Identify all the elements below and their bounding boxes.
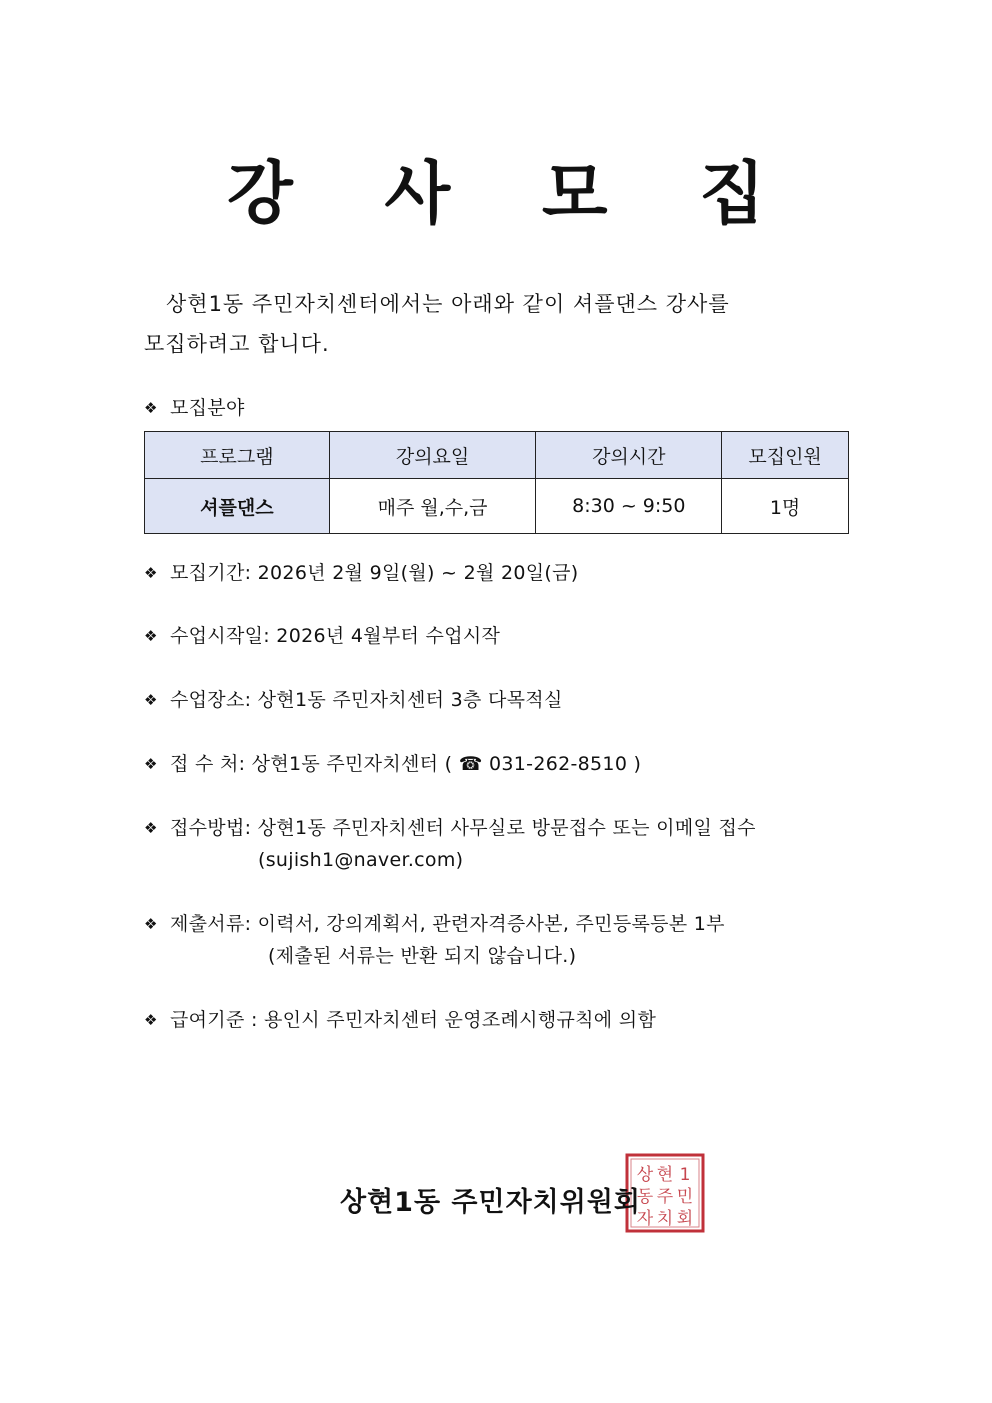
svg-text:동: 동 [636, 1187, 654, 1207]
place-text: 수업장소: 상현1동 주민자치센터 3층 다목적실 [170, 689, 563, 711]
signature: 상현1동 주민자치위원회 [340, 1187, 642, 1218]
table-header-days: 강의요일 [329, 432, 536, 479]
diamond-bullet-icon: ❖ [144, 399, 158, 417]
svg-text:회: 회 [676, 1209, 694, 1229]
reception-item [144, 748, 641, 780]
diamond-bullet-icon: ❖ [144, 819, 158, 837]
svg-text:현: 현 [656, 1165, 674, 1185]
table-cell-program: 셔플댄스 [145, 479, 330, 534]
intro-line-2: 모집하려고 합니다. [144, 332, 330, 356]
method-email: (sujish1@naver.com) [258, 849, 464, 871]
page-title: 강 사 모 집 [227, 155, 799, 234]
field-heading [144, 392, 245, 424]
diamond-bullet-icon: ❖ [144, 755, 158, 773]
place-item [144, 684, 563, 716]
diamond-bullet-icon: ❖ [144, 1011, 158, 1029]
table-row [145, 479, 849, 534]
table-header-time: 강의시간 [536, 432, 722, 479]
table-cell-days: 매주 월,수,금 [329, 479, 536, 534]
svg-text:치: 치 [656, 1209, 674, 1229]
start-text: 수업시작일: 2026년 4월부터 수업시작 [170, 625, 501, 647]
svg-text:주: 주 [656, 1187, 674, 1207]
start-item [144, 620, 500, 652]
intro-line-1: 상현1동 주민자치센터에서는 아래와 같이 셔플댄스 강사를 [166, 292, 730, 316]
reception-phone: 031-262-8510 ) [489, 753, 642, 775]
diamond-bullet-icon: ❖ [144, 915, 158, 933]
svg-text:자: 자 [636, 1209, 654, 1229]
diamond-bullet-icon: ❖ [144, 627, 158, 645]
documents-item [144, 908, 725, 972]
svg-text:상: 상 [636, 1165, 654, 1185]
svg-text:1: 1 [679, 1165, 691, 1185]
period-text: 모집기간: 2026년 2월 9일(월) ~ 2월 20일(금) [170, 562, 579, 584]
method-text: 접수방법: 상현1동 주민자치센터 사무실로 방문접수 또는 이메일 접수 [170, 817, 756, 839]
period-item [144, 557, 579, 589]
reception-text: 접 수 처: 상현1동 주민자치센터 ( [170, 753, 453, 775]
table-cell-time: 8:30 ~ 9:50 [536, 479, 722, 534]
recruit-table [144, 431, 849, 534]
phone-icon: ☎ [458, 753, 483, 775]
pay-item [144, 1004, 656, 1036]
table-header-count: 모집인원 [722, 432, 849, 479]
table-cell-count: 1명 [722, 479, 849, 534]
field-heading-text: 모집분야 [170, 397, 245, 419]
documents-text: 제출서류: 이력서, 강의계획서, 관련자격증사본, 주민등록등본 1부 [170, 913, 725, 935]
documents-note: (제출된 서류는 반환 되지 않습니다.) [268, 945, 577, 967]
table-header-row [145, 432, 849, 479]
pay-text: 급여기준 : 용인시 주민자치센터 운영조례시행규칙에 의함 [170, 1009, 657, 1031]
svg-text:민: 민 [676, 1187, 694, 1207]
intro-paragraph [144, 284, 844, 364]
method-item [144, 812, 756, 876]
diamond-bullet-icon: ❖ [144, 691, 158, 709]
table-header-program: 프로그램 [145, 432, 330, 479]
diamond-bullet-icon: ❖ [144, 564, 158, 582]
